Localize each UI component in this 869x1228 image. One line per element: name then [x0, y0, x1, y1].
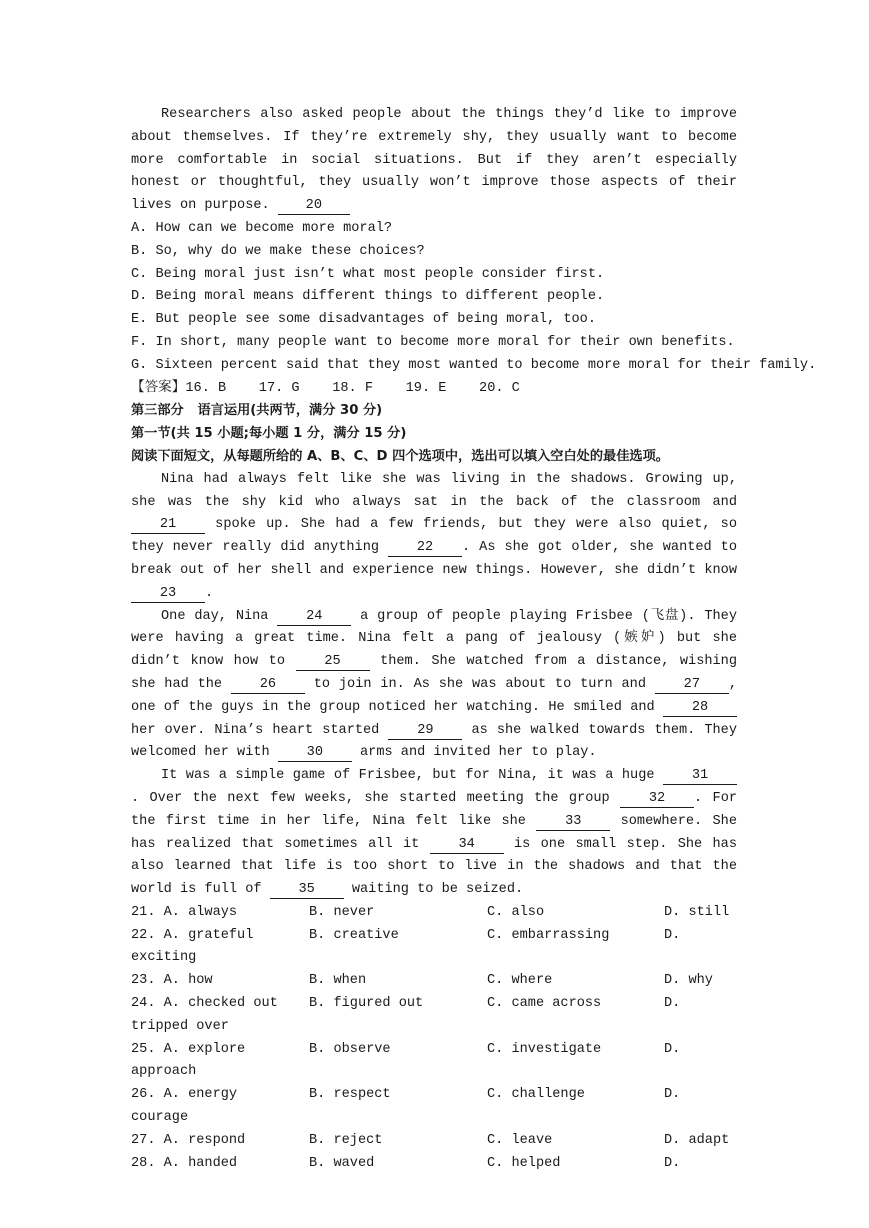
- blank-30: 30: [278, 745, 352, 762]
- cloze-text: to join in. As she was about to turn and: [304, 676, 655, 692]
- choice-d-wrapped: tripped over: [131, 1018, 229, 1034]
- cloze-text: somewhere. She has realized that sometimes all it: [131, 813, 737, 852]
- choice-a: 25. A. explore: [131, 1041, 246, 1057]
- blank-25: 25: [296, 654, 370, 671]
- choice-a: 21. A. always: [131, 904, 238, 920]
- blank-29: 29: [388, 723, 462, 740]
- choice-b: B. creative: [309, 927, 399, 943]
- question-row: [131, 970, 737, 993]
- cloze-text: a group of people playing Frisbee (飞盘). They were having a great time. Nina felt a pang of jealousy (嫉妒) but she didn’t know how to: [131, 608, 737, 670]
- choice-d: D.: [664, 1087, 681, 1103]
- question-row: [131, 1153, 737, 1176]
- option-d: D. Being moral means different things to different people.: [131, 289, 605, 305]
- blank-21: 21: [131, 517, 205, 534]
- cloze-paragraph-3: [131, 765, 737, 902]
- cloze-text: Nina had always felt like she was living in the shadows. Growing up, she was the shy kid who always sat in the back of the classroom and: [131, 471, 737, 510]
- blank-33: 33: [536, 814, 610, 831]
- question-row: [131, 1039, 737, 1062]
- choice-b: B. observe: [309, 1041, 391, 1057]
- choice-b: B. never: [309, 904, 375, 920]
- choice-a: 23. A. how: [131, 973, 213, 989]
- choice-c: C. embarrassing: [487, 927, 610, 943]
- choice-b: B. figured out: [309, 996, 424, 1012]
- choice-a: 24. A. checked out: [131, 996, 278, 1012]
- passage-text: Researchers also asked people about the things they’d like to improve about themselves. If they’re extremely shy, they usually want to become more comfortable in social situations. But if they aren’t especially honest or thoughtful, they usually won’t improve those aspects of their lives on purpose.: [131, 107, 737, 214]
- cloze-text: It was a simple game of Frisbee, but for Nina, it was a huge: [161, 768, 663, 784]
- choice-a: 28. A. handed: [131, 1155, 238, 1171]
- question-row: [131, 993, 737, 1016]
- passage-paragraph: [131, 104, 737, 218]
- choice-a: 22. A. grateful: [131, 927, 254, 943]
- cloze-text: spoke up. She had a few friends, but they were also quiet, so they never really did anything: [131, 517, 737, 556]
- choice-c: C. came across: [487, 996, 602, 1012]
- blank-35: 35: [270, 882, 344, 899]
- choice-d: D. adapt: [664, 1132, 730, 1148]
- cloze-text: arms and invited her to play.: [351, 745, 597, 761]
- blank-26: 26: [231, 677, 305, 694]
- choice-b: B. waved: [309, 1155, 375, 1171]
- document-content: [131, 104, 817, 1175]
- blank-31: 31: [663, 768, 737, 785]
- choice-b: B. respect: [309, 1087, 391, 1103]
- option-e: E. But people see some disadvantages of being moral, too.: [131, 312, 596, 328]
- choice-d: D. why: [664, 973, 713, 989]
- subsection-heading: 第一节(共 15 小题;每小题 1 分，满分 15 分): [131, 426, 407, 442]
- choice-c: C. investigate: [487, 1041, 602, 1057]
- cloze-text: .: [205, 585, 214, 601]
- cloze-text: . Over the next few weeks, she started meeting the group: [131, 790, 621, 806]
- choice-d: D.: [664, 927, 681, 943]
- blank-20: 20: [278, 198, 350, 215]
- choice-c: C. also: [487, 904, 545, 920]
- choice-d: D. still: [664, 904, 730, 920]
- option-b: B. So, why do we make these choices?: [131, 243, 425, 259]
- choice-c: C. helped: [487, 1155, 561, 1171]
- choice-d-wrapped: courage: [131, 1110, 189, 1126]
- cloze-text: waiting to be seized.: [343, 882, 524, 898]
- blank-28: 28: [663, 700, 737, 717]
- question-row: [131, 925, 737, 948]
- section-heading: 第三部分 语言运用(共两节，满分 30 分): [131, 403, 383, 419]
- cloze-paragraph-2: [131, 606, 737, 766]
- option-c: C. Being moral just isn’t what most people consider first.: [131, 266, 605, 282]
- choice-a: 27. A. respond: [131, 1132, 246, 1148]
- question-list: [131, 902, 737, 1176]
- question-row: [131, 1130, 737, 1153]
- choice-c: C. where: [487, 973, 553, 989]
- choice-c: C. leave: [487, 1132, 553, 1148]
- question-row: [131, 902, 737, 925]
- choice-d: D.: [664, 1041, 681, 1057]
- cloze-text: as she walked towards them. They welcomed her with: [131, 722, 737, 761]
- cloze-text: , one of the guys in the group noticed her watching. He smiled and: [131, 676, 737, 715]
- option-g: G. Sixteen percent said that they most wanted to become more moral for their family.: [131, 357, 817, 373]
- cloze-text: is one small step. She has also learned that life is too short to live in the shadows and that the world is full of: [131, 836, 737, 898]
- choice-c: C. challenge: [487, 1087, 585, 1103]
- cloze-text: her over. Nina’s heart started: [131, 722, 389, 738]
- choice-a: 26. A. energy: [131, 1087, 238, 1103]
- blank-27: 27: [655, 677, 729, 694]
- choice-d-wrapped: exciting: [131, 950, 197, 966]
- question-row: [131, 1084, 737, 1107]
- option-a: A. How can we become more moral?: [131, 220, 393, 236]
- blank-23: 23: [131, 586, 205, 603]
- blank-32: 32: [620, 791, 694, 808]
- cloze-text: them. She watched from a distance, wishing she had the: [131, 654, 737, 692]
- choice-d: D.: [664, 996, 681, 1012]
- blank-24: 24: [277, 609, 351, 626]
- option-f: F. In short, many people want to become more moral for their own benefits.: [131, 334, 735, 350]
- cloze-text: . For the first time in her life, Nina felt like she: [131, 790, 738, 829]
- choice-d: D.: [664, 1155, 681, 1171]
- blank-22: 22: [388, 540, 462, 557]
- choice-b: B. reject: [309, 1132, 383, 1148]
- answer-line: 【答案】16. B 17. G 18. F 19. E 20. C: [131, 380, 520, 396]
- choice-b: B. when: [309, 973, 367, 989]
- choice-d-wrapped: approach: [131, 1064, 197, 1080]
- blank-34: 34: [430, 837, 504, 854]
- cloze-paragraph-1: [131, 469, 737, 606]
- cloze-text: . As she got older, she wanted to break out of her shell and experience new things. However, she didn’t know: [131, 540, 737, 578]
- cloze-text: One day, Nina: [161, 608, 278, 624]
- instruction: 阅读下面短文，从每题所给的 A、B、C、D 四个选项中，选出可以填入空白处的最佳选项。: [131, 448, 669, 464]
